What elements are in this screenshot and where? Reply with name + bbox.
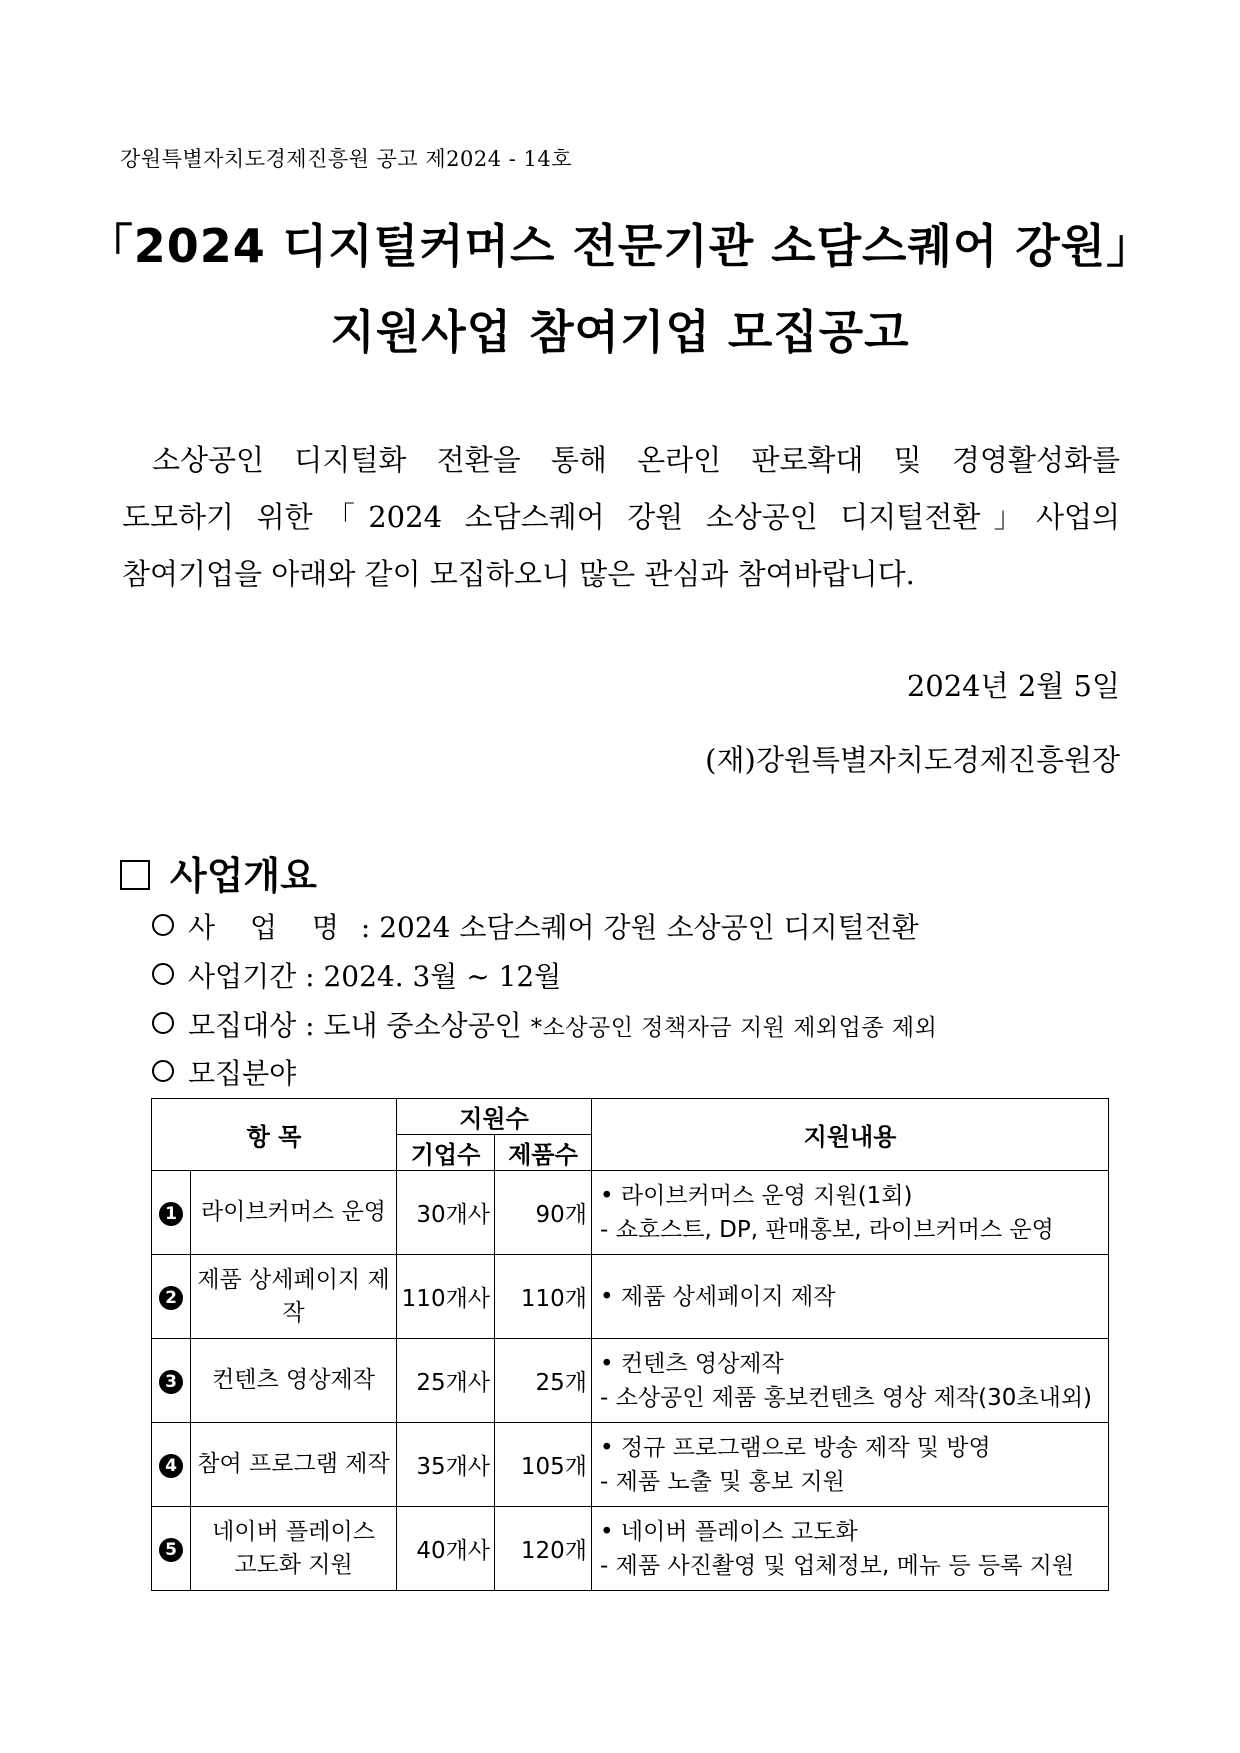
table-header-row xyxy=(152,1099,1109,1135)
row-content xyxy=(592,1339,1109,1423)
row-item-name-line: 라이브커머스 운영 xyxy=(200,1199,387,1225)
intro-line: 소상공인 디지털화 전환을 통해 온라인 판로확대 및 경영활성화를 xyxy=(152,443,1120,477)
intro-paragraph xyxy=(122,432,1120,603)
section-title: 사업개요 xyxy=(170,854,317,898)
table-row xyxy=(152,1339,1109,1423)
title-line-2: 지원사업 참여기업 모집공고 xyxy=(330,305,910,359)
row-content xyxy=(592,1423,1109,1507)
row-item-name xyxy=(191,1339,397,1423)
row-item-name-line: 컨텐츠 영상제작 xyxy=(212,1367,375,1393)
row-content-line: • 네이버 플레이스 고도화 xyxy=(600,1518,858,1545)
intro-line: 도모하기 위한「2024 소담스퀘어 강원 소상공인 디지털전환」사업의 xyxy=(122,500,1120,534)
row-number-badge: 4 xyxy=(159,1454,183,1478)
row-companies: 25개사 xyxy=(397,1339,495,1423)
overview-item-label: 모집대상 xyxy=(188,1009,297,1042)
row-content-line: • 정규 프로그램으로 방송 제작 및 방영 xyxy=(600,1434,991,1461)
row-content-line: • 컨텐츠 영상제작 xyxy=(600,1350,784,1377)
row-number-badge: 3 xyxy=(159,1370,183,1394)
row-item-name-line: 참여 프로그램 제작 xyxy=(197,1451,390,1477)
row-content-line: • 라이브커머스 운영 지원(1회) xyxy=(600,1182,913,1209)
overview-item-note: *소상공인 정책자금 지원 제외업종 제외 xyxy=(530,1015,938,1041)
square-bullet-icon xyxy=(120,860,150,890)
announcement-date: 2024년 2월 5일 xyxy=(906,669,1120,703)
row-item-name-line: 네이버 플레이스 xyxy=(212,1518,375,1545)
row-number-badge: 5 xyxy=(159,1538,183,1562)
header-products: 제품수 xyxy=(495,1135,592,1171)
header-support-count: 지원수 xyxy=(397,1099,592,1135)
overview-item-label: 모집분야 xyxy=(188,1057,297,1090)
table-row xyxy=(152,1255,1109,1339)
row-companies: 40개사 xyxy=(397,1507,495,1591)
row-products: 120개 xyxy=(495,1507,592,1591)
overview-item: 사 업 명 : 2024 소담스퀘어 강원 소상공인 디지털전환 xyxy=(152,906,919,946)
row-content-line: - 제품 사진촬영 및 업체정보, 메뉴 등 등록 지원 xyxy=(600,1552,1075,1579)
support-table xyxy=(151,1098,1109,1591)
row-products: 90개 xyxy=(495,1171,592,1255)
row-item-name-line: 고도화 지원 xyxy=(234,1551,353,1578)
intro-line: 참여기업을 아래와 같이 모집하오니 많은 관심과 참여바랍니다. xyxy=(122,557,915,591)
row-content xyxy=(592,1171,1109,1255)
overview-item-label: 사업기간 xyxy=(188,960,297,993)
row-item-name-line: 제품 상세페이지 제작 xyxy=(197,1266,390,1326)
circle-bullet-icon xyxy=(152,914,174,936)
overview-item: 모집대상 : 도내 중소상공인 *소상공인 정책자금 지원 제외업종 제외 xyxy=(152,1004,937,1044)
row-products: 105개 xyxy=(495,1423,592,1507)
table-row xyxy=(152,1507,1109,1591)
overview-item-value: 도내 중소상공인 xyxy=(323,1009,522,1042)
row-item-name xyxy=(191,1507,397,1591)
circle-bullet-icon xyxy=(152,1012,174,1034)
table-row xyxy=(152,1171,1109,1255)
notice-number: 강원특별자치도경제진흥원 공고 제2024 - 14호 xyxy=(120,147,573,171)
row-companies: 110개사 xyxy=(397,1255,495,1339)
row-products: 110개 xyxy=(495,1255,592,1339)
row-item-name xyxy=(191,1423,397,1507)
overview-item-value: 2024. 3월 ~ 12월 xyxy=(323,960,562,993)
row-number-badge: 2 xyxy=(159,1286,183,1310)
header-companies: 기업수 xyxy=(397,1135,495,1171)
row-item-name xyxy=(191,1255,397,1339)
circle-bullet-icon xyxy=(152,963,174,985)
row-number-badge: 1 xyxy=(159,1202,183,1226)
table-row xyxy=(152,1423,1109,1507)
row-content-line: • 제품 상세페이지 제작 xyxy=(600,1283,836,1310)
circle-bullet-icon xyxy=(152,1060,174,1082)
row-item-name xyxy=(191,1171,397,1255)
row-content-line: - 쇼호스트, DP, 판매홍보, 라이브커머스 운영 xyxy=(600,1216,1054,1243)
header-content: 지원내용 xyxy=(592,1099,1109,1171)
overview-item-value: 2024 소담스퀘어 강원 소상공인 디지털전환 xyxy=(379,911,919,944)
overview-item-label: 사 업 명 xyxy=(188,911,352,944)
row-content-line: - 소상공인 제품 홍보컨텐츠 영상 제작(30초내외) xyxy=(600,1384,1093,1411)
header-item: 항 목 xyxy=(152,1099,397,1171)
overview-item: 사업기간 : 2024. 3월 ~ 12월 xyxy=(152,955,561,995)
row-products: 25개 xyxy=(495,1339,592,1423)
row-content xyxy=(592,1507,1109,1591)
issuer-name: (재)강원특별자치도경제진흥원장 xyxy=(705,743,1120,777)
row-companies: 35개사 xyxy=(397,1423,495,1507)
overview-item xyxy=(152,1052,296,1092)
row-content-line: - 제품 노출 및 홍보 지원 xyxy=(600,1468,845,1495)
row-companies: 30개사 xyxy=(397,1171,495,1255)
title-line-1: 「2024 디지털커머스 전문기관 소담스퀘어 강원」 xyxy=(86,219,1154,273)
row-content xyxy=(592,1255,1109,1339)
section-heading xyxy=(120,845,317,900)
